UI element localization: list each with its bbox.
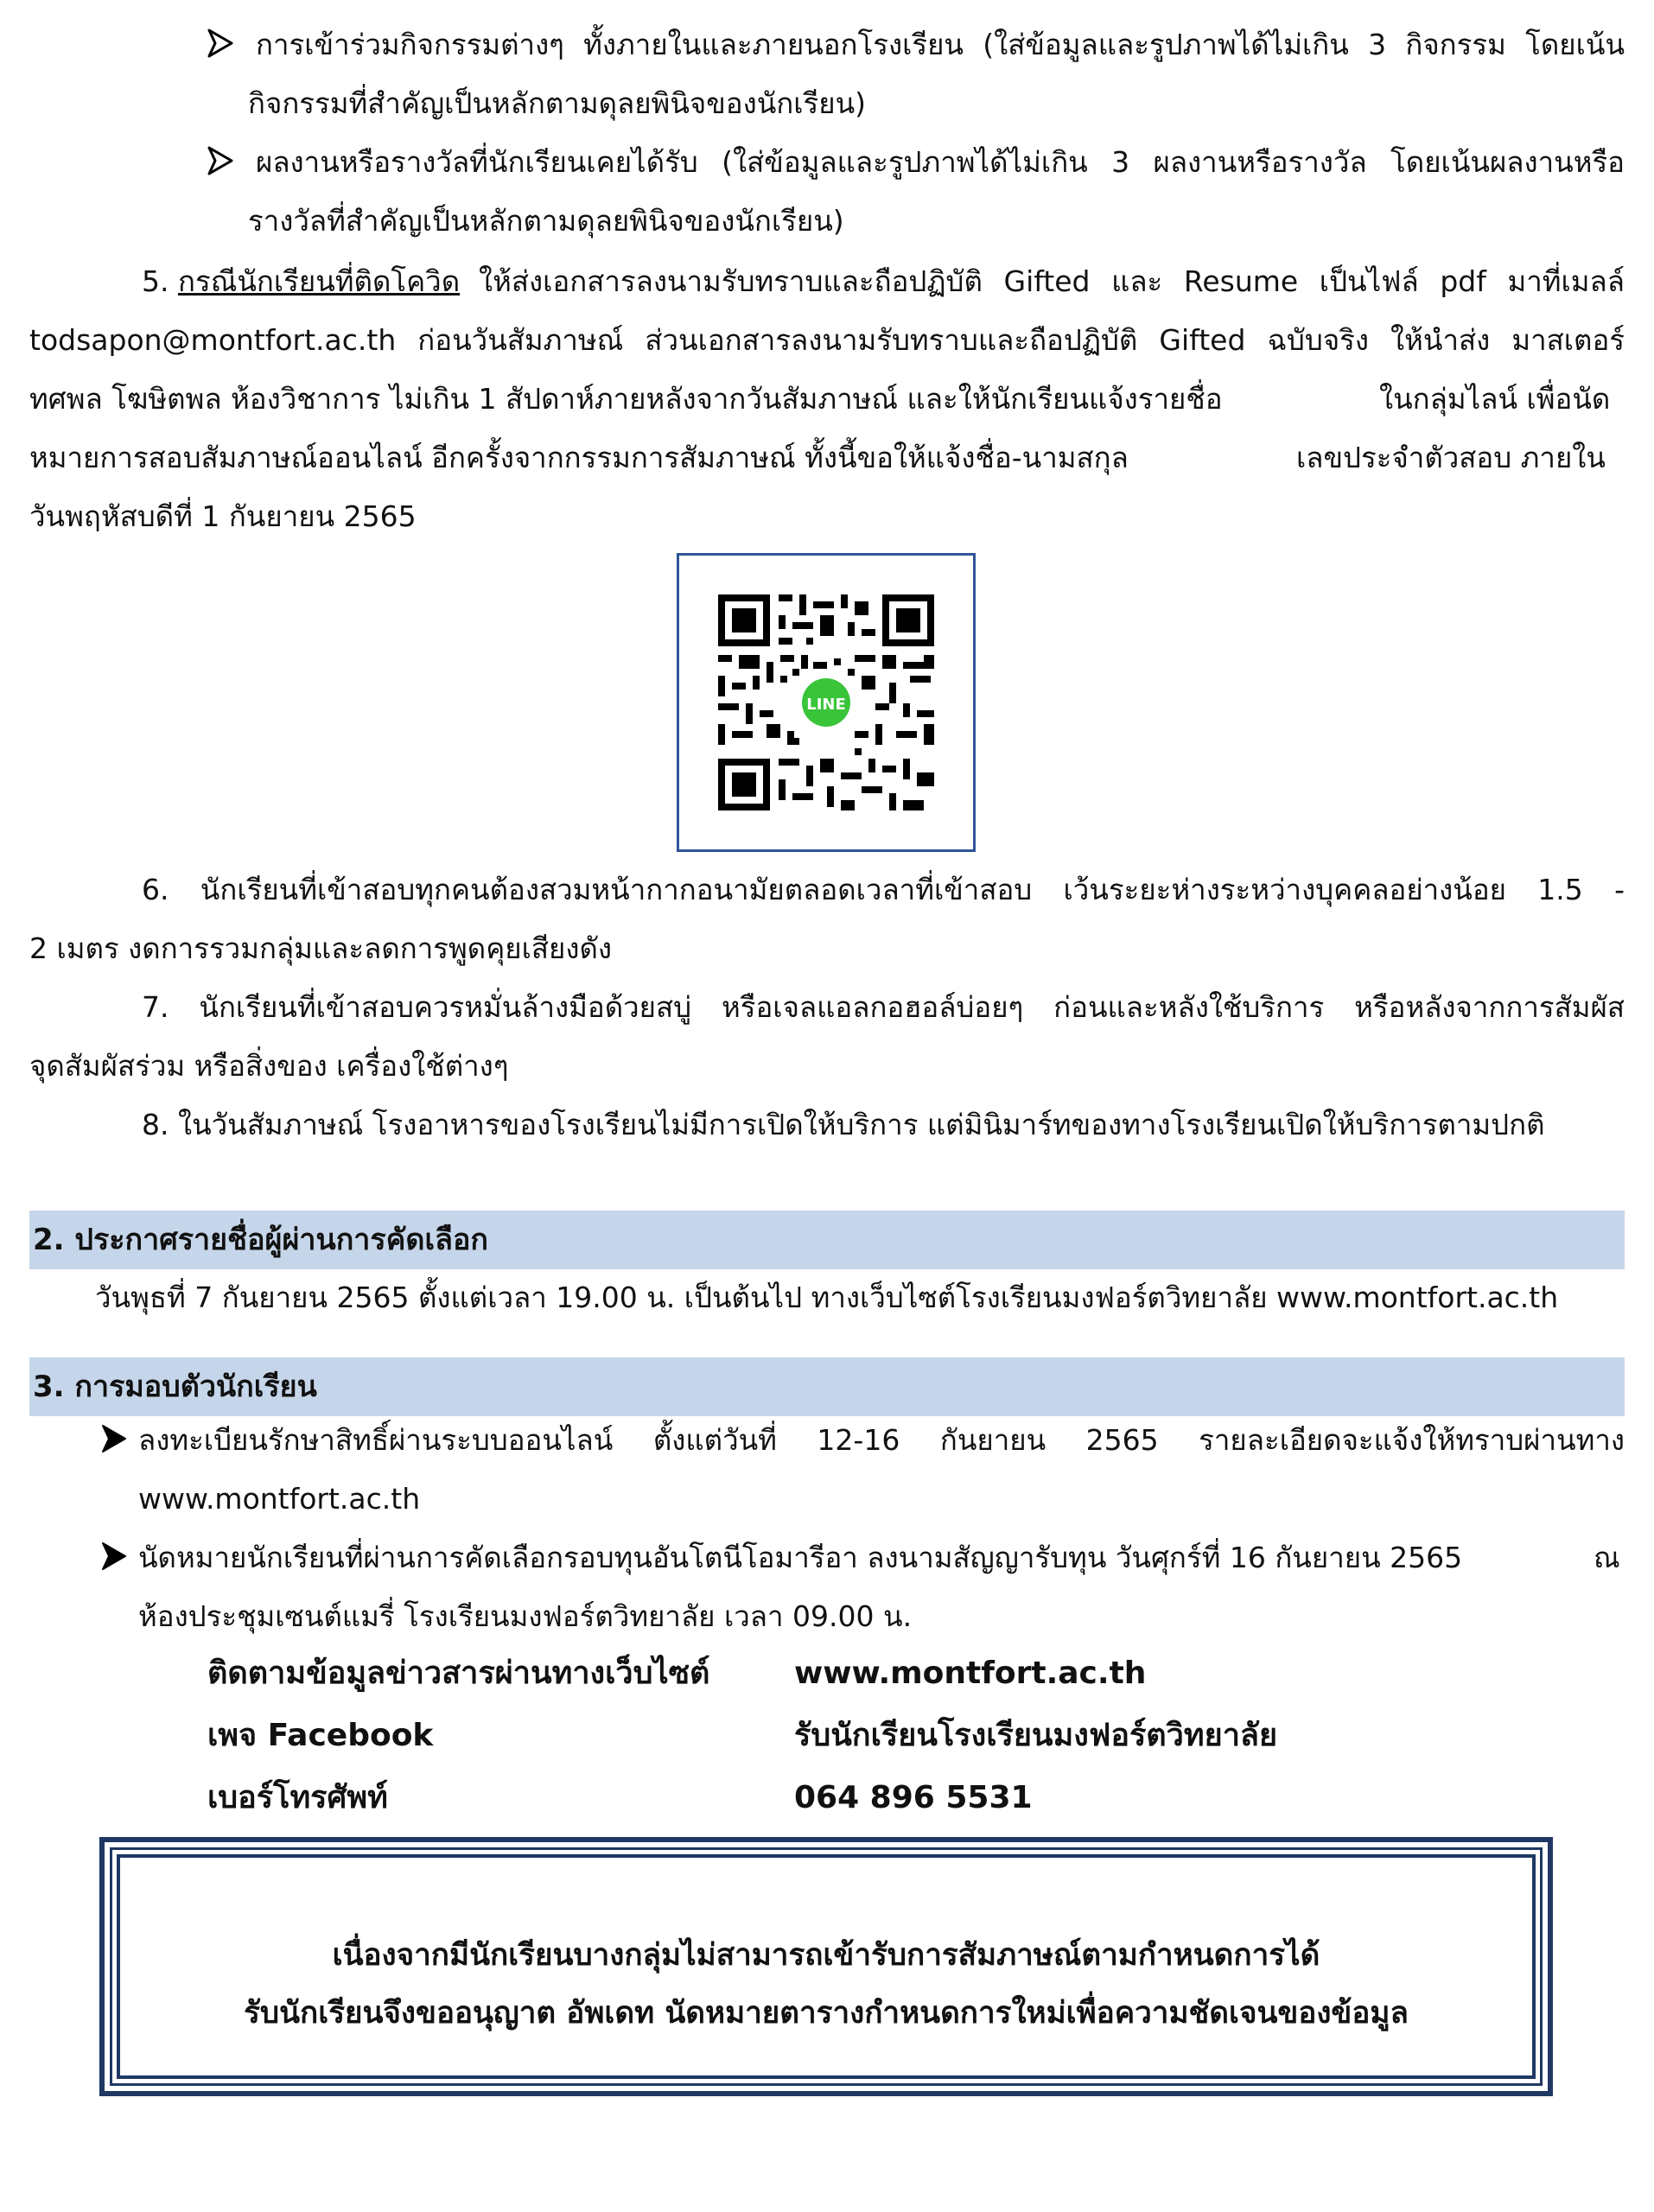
notice-box <box>99 1837 1553 2096</box>
arrow-bullet-icon <box>207 29 233 58</box>
item5-number: 5. <box>142 264 169 298</box>
item5-line2: todsapon@montfort.ac.th ก่อนวันสัมภาษณ์ ส่วนเอกสารลงนามรับทราบและถือปฏิบัติ Gifted ฉบับจริง ให้นำส่ง มาสเตอร์ <box>29 323 1625 357</box>
item5-line3a: ทศพล โฆษิตพล ห้องวิชาการ ไม่เกิน 1 สัปดาห์ภายหลังจากวันสัมภาษณ์ และให้นักเรียนแจ้งรายชื่อ <box>29 382 1223 416</box>
section2-title: 2. ประกาศรายชื่อผู้ผ่านการคัดเลือก <box>33 1223 488 1257</box>
item8-line1: 8. ในวันสัมภาษณ์ โรงอาหารของโรงเรียนไม่มีการเปิดให้บริการ แต่มินิมาร์ทของทางโรงเรียนเปิดให้บริการตามปกติ <box>142 1108 1545 1141</box>
line-qr-code <box>679 556 973 849</box>
notice-line2: รับนักเรียนจึงขออนุญาต อัพเดท นัดหมายตารางกำหนดการใหม่เพื่อความชัดเจนของข้อมูล <box>244 1996 1409 2031</box>
item5-covid-heading: กรณีนักเรียนที่ติดโควิด <box>178 264 461 298</box>
contact-website-value[interactable]: www.montfort.ac.th <box>794 1656 1147 1691</box>
line-logo-text: LINE <box>806 696 846 714</box>
line-qr-code-frame <box>677 553 976 852</box>
item5-line3b: ในกลุ่มไลน์ เพื่อนัด <box>1379 382 1611 416</box>
section3-bullet1-line2: www.montfort.ac.th <box>138 1482 421 1516</box>
contact-facebook-label: เพจ Facebook <box>207 1718 434 1753</box>
section3-bullet2-line2: ห้องประชุมเซนต์แมรี่ โรงเรียนมงฟอร์ตวิทยาลัย เวลา 09.00 น. <box>138 1599 913 1633</box>
section2-body: วันพุธที่ 7 กันยายน 2565 ตั้งแต่เวลา 19.00 น. เป็นต้นไป ทางเว็บไซต์โรงเรียนมงฟอร์ตวิทยาลัย www.montfort.ac.th <box>95 1281 1559 1314</box>
contact-phone-value: 064 896 5531 <box>794 1780 1033 1815</box>
section3-bullet2-line1a: นัดหมายนักเรียนที่ผ่านการคัดเลือกรอบทุนอันโตนีโอมารีอา ลงนามสัญญารับทุน วันศุกร์ที่ 16 กันยายน 2565 <box>138 1541 1463 1574</box>
bullet-activities-line1: การเข้าร่วมกิจกรรมต่างๆ ทั้งภายในและภายนอกโรงเรียน (ใส่ข้อมูลและรูปภาพได้ไม่เกิน 3 กิจกรรม โดยเน้น <box>256 28 1625 61</box>
item5-line5: วันพฤหัสบดีที่ 1 กันยายน 2565 <box>29 499 417 533</box>
notice-frame-inner <box>117 1854 1536 2079</box>
bullet-awards-line1: ผลงานหรือรางวัลที่นักเรียนเคยได้รับ (ใส่ข้อมูลและรูปภาพได้ไม่เกิน 3 ผลงานหรือรางวัล โดยเน้นผลงานหรือ <box>256 145 1625 179</box>
section3-bullet2-line1b: ณ <box>1594 1541 1620 1574</box>
bullet-awards-line2: รางวัลที่สำคัญเป็นหลักตามดุลยพินิจของนักเรียน) <box>248 204 844 238</box>
item5-line4b: เลขประจำตัวสอบ ภายใน <box>1296 441 1606 474</box>
notice-line1: เนื่องจากมีนักเรียนบางกลุ่มไม่สามารถเข้ารับการสัมภาษณ์ตามกำหนดการได้ <box>332 1938 1320 1973</box>
arrow-bullet-icon <box>101 1424 127 1453</box>
arrow-bullet-icon <box>101 1541 127 1571</box>
arrow-bullet-icon <box>207 146 233 175</box>
section3-title: 3. การมอบตัวนักเรียน <box>33 1370 317 1404</box>
item7-line2: จุดสัมผัสร่วม หรือสิ่งของ เครื่องใช้ต่างๆ <box>29 1049 509 1083</box>
item5-line1: ให้ส่งเอกสารลงนามรับทราบและถือปฏิบัติ Gifted และ Resume เป็นไฟล์ pdf มาที่เมลล์ <box>479 264 1625 298</box>
item6-line1: 6. นักเรียนที่เข้าสอบทุกคนต้องสวมหน้ากากอนามัยตลอดเวลาที่เข้าสอบ เว้นระยะห่างระหว่างบุคคลอย่างน้อย 1.5 - <box>142 873 1625 906</box>
section3-bullet1-line1: ลงทะเบียนรักษาสิทธิ์ผ่านระบบออนไลน์ ตั้งแต่วันที่ 12-16 กันยายน 2565 รายละเอียดจะแจ้งให้ทราบผ่านทาง <box>138 1423 1625 1457</box>
contact-phone-label: เบอร์โทรศัพท์ <box>207 1780 388 1815</box>
item6-line2: 2 เมตร งดการรวมกลุ่มและลดการพูดคุยเสียงดัง <box>29 931 613 965</box>
item7-line1: 7. นักเรียนที่เข้าสอบควรหมั่นล้างมือด้วยสบู่ หรือเจลแอลกอฮอล์บ่อยๆ ก่อนและหลังใช้บริการ หรือหลังจากการสัมผัส <box>142 990 1625 1024</box>
contact-website-label: ติดตามข้อมูลข่าวสารผ่านทางเว็บไซต์ <box>207 1656 710 1691</box>
bullet-activities-line2: กิจกรรมที่สำคัญเป็นหลักตามดุลยพินิจของนักเรียน) <box>248 86 867 120</box>
item5-line4a: หมายการสอบสัมภาษณ์ออนไลน์ อีกครั้งจากกรรมการสัมภาษณ์ ทั้งนี้ขอให้แจ้งชื่อ-นามสกุล <box>29 441 1129 474</box>
contact-facebook-value[interactable]: รับนักเรียนโรงเรียนมงฟอร์ตวิทยาลัย <box>794 1718 1278 1753</box>
